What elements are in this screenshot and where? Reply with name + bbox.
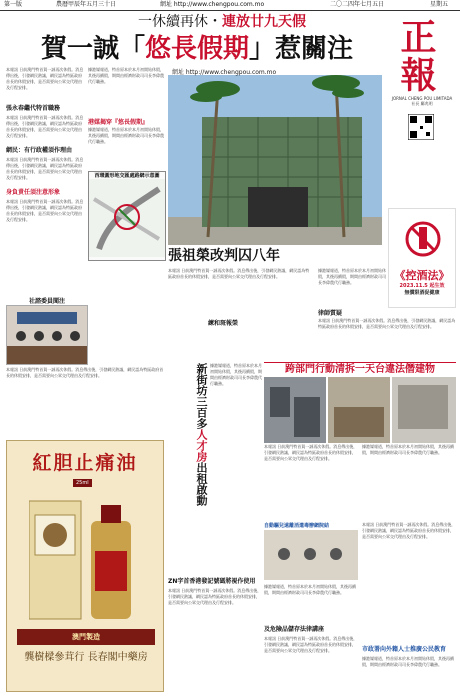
lower-body-4: 據港媒報道，特首原本於本月初開始休假，其後再續假，期間由經濟財政司司長李偉農代行職務。 xyxy=(362,656,454,667)
no-alcohol-icon xyxy=(405,215,441,263)
demolish-photos xyxy=(264,377,456,443)
demolish-images xyxy=(264,377,456,443)
left-body-2: 本報訊 日前澳門特首賀一誠再次休假。消息傳出後，引發網民熱議，網民認為特區政府首長的休假安排，是否需要向公眾交代理由及行程安排。 xyxy=(6,115,84,138)
website[interactable]: 網址 http://www.chengpou.com.mo xyxy=(160,1,265,8)
main-photo xyxy=(168,67,382,245)
left-body-4: 本報訊 日前澳門特首賀一誠再次休假。消息傳出後，引發網民熱議，網民認為特區政府首長的休假安排，是否需要向公眾交代理由及行程安排。 xyxy=(6,199,84,222)
lower-body-2: 據港媒報道，特首原本於本月初開始休假，其後再續假，期間由經濟財政司司長李偉農代行職務。 xyxy=(264,584,356,595)
top-bar xyxy=(0,0,460,11)
demolish-headline: 跨部門行動清拆一天台違法僭建物 xyxy=(264,362,456,376)
lower-heading-3: 及危險品儲存法律講座 xyxy=(264,626,325,633)
main-headline: 賀一誠「悠長假期」惹關注 xyxy=(40,34,354,64)
weekday: 星期五 xyxy=(430,1,449,8)
seminar-heading: 社諮委員聞注 xyxy=(28,298,65,305)
court-body-3: 本報訊 日前澳門特首賀一誠再次休假。消息傳出後，引發網民熱議，網民認為特區政府首長的休假安排，是否需要向公眾交代理由及行程安排。 xyxy=(318,318,456,329)
zn-heading: ZN字首香港發記號碼將視作使用 xyxy=(168,578,256,585)
court-label-2: 練和斑報榮 xyxy=(208,320,239,327)
lunar-date: 農曆甲辰年五月三十日 xyxy=(56,1,117,8)
seminar-image xyxy=(7,306,87,364)
ad-title: 《控酒法》 xyxy=(394,269,450,282)
oil-advertisement xyxy=(6,440,164,692)
vertical-headline: 新街坊三百多人才房出租啟動 xyxy=(195,363,208,506)
qr-code-icon xyxy=(408,114,434,140)
map-graphic xyxy=(89,179,165,257)
lower-body-3: 本報訊 日前澳門特首賀一誠再次休假。消息傳出後，引發網民熱議，網民認為特區政府首長的休假安排，是否需要向公眾交代理由及行程安排。 xyxy=(264,636,358,653)
road-map xyxy=(88,171,166,261)
left-body-3: 本報訊 日前澳門特首賀一誠再次休假。消息傳出後，引發網民熱議，網民認為特區政府首長的休假安排，是否需要向公眾交代理由及行程安排。 xyxy=(6,157,84,180)
lower-right-section xyxy=(264,444,456,692)
map-title: 西環圓形地交匯處路網示意圖 xyxy=(94,173,160,179)
left-column xyxy=(6,67,84,299)
seminar-photo xyxy=(6,305,88,365)
photo-caption-site: 網址 http://www.chengpou.com.mo xyxy=(172,69,277,76)
page-number: 第一版 xyxy=(4,1,23,8)
zn-story xyxy=(168,576,262,692)
oil-title: 紅胆止痛油 xyxy=(32,452,138,474)
court-story xyxy=(168,268,456,356)
mid-heading-1: 港媒揭穿『悠長假期』 xyxy=(88,119,149,126)
oil-package-image xyxy=(29,491,143,625)
building-photo xyxy=(168,67,382,245)
ad-date: 2023.11.5 起生效 xyxy=(399,283,445,289)
talent-body: 據港媒報道，特首原本於本月初開始休假，其後再續假，期間由經濟財政司司長李偉農代行職務。 xyxy=(210,363,262,386)
court-body-2: 據港媒報道，特首原本於本月初開始休假，其後再續假，期間由經濟財政司司長李偉農代行職務。 xyxy=(318,268,386,285)
lower-heading-1: 自動驅兒遠離消遣毒辦網院結 xyxy=(264,523,330,529)
masthead-info: JORNAL CHENG POU LIMITADA 社長 鄺兆明 xyxy=(391,96,453,106)
demolish-body-2: 據港媒報道，特首原本於本月初開始休假，其後再續假，期間由經濟財政司司長李偉農代行職務。 xyxy=(362,444,454,455)
zn-body: 本報訊 日前澳門特首賀一誠再次休假。消息傳出後，引發網民熱議，網民認為特區政府首長的休假安排，是否需要向公眾交代理由及行程安排。 xyxy=(168,588,262,605)
left-heading-2: 網民：有行政權須作理由 xyxy=(6,147,73,154)
oil-brand-label: 澳門製造 xyxy=(17,629,155,645)
court-body-1: 本報訊 日前澳門特首賀一誠再次休假。消息傳出後，引發網民熱議，網民認為特區政府首長的休假安排，是否需要向公眾交代理由及行程安排。 xyxy=(168,268,310,279)
left-heading-1: 張永春繼代特首職務 xyxy=(6,105,61,112)
masthead xyxy=(388,14,456,144)
ad-slogan: 無償限酒促健康 xyxy=(404,290,440,296)
seminar-story xyxy=(6,367,166,437)
oil-seller: 龔樹樑參茸行 長春閣中藥房 xyxy=(24,652,148,663)
newspaper-logo: 正報 xyxy=(395,18,437,94)
lower-body: 本報訊 日前澳門特首賀一誠再次休假。消息傳出後，引發網民熱議，網民認為特區政府首長的休假安排，是否需要向公眾交代理由及行程安排。 xyxy=(362,522,456,539)
seminar-body: 本報訊 日前澳門特首賀一誠再次休假。消息傳出後，引發網民熱議，網民認為特區政府首長的休假安排，是否需要向公眾交代理由及行程安排。 xyxy=(6,367,164,378)
story-headline-court: 張祖榮改判囚八年 xyxy=(168,248,328,264)
lower-heading-2: 市政署向外籍人士推廣公民教育 xyxy=(362,646,447,653)
sub-headline: 一休續再休・連放廿九天假 xyxy=(138,14,306,30)
court-label-1: 律師質疑 xyxy=(318,310,343,317)
left-heading-3: 身負責任須注意形象 xyxy=(6,189,61,196)
oil-volume-badge: 25ml xyxy=(73,479,92,487)
date: 二〇二四年七月五日 xyxy=(330,1,385,8)
left-body-1: 本報訊 日前澳門特首賀一誠再次休假。消息傳出後，引發網民熱議，網民認為特區政府首長的休假安排，是否需要向公眾交代理由及行程安排。 xyxy=(6,67,84,90)
lower-photo xyxy=(264,530,358,580)
mid-body-2: 據港媒報道，特首原本於本月初開始休假，其後再續假，期間由經濟財政司司長李偉農代行職務。 xyxy=(88,127,164,144)
demolish-body: 本報訊 日前澳門特首賀一誠再次休假。消息傳出後，引發網民熱議，網民認為特區政府首長的休假安排，是否需要向公眾交代理由及行程安排。 xyxy=(264,444,358,461)
mid-body-1: 據港媒報道，特首原本於本月初開始休假，其後再續假，期間由經濟財政司司長李偉農代行職務。 xyxy=(88,67,164,84)
